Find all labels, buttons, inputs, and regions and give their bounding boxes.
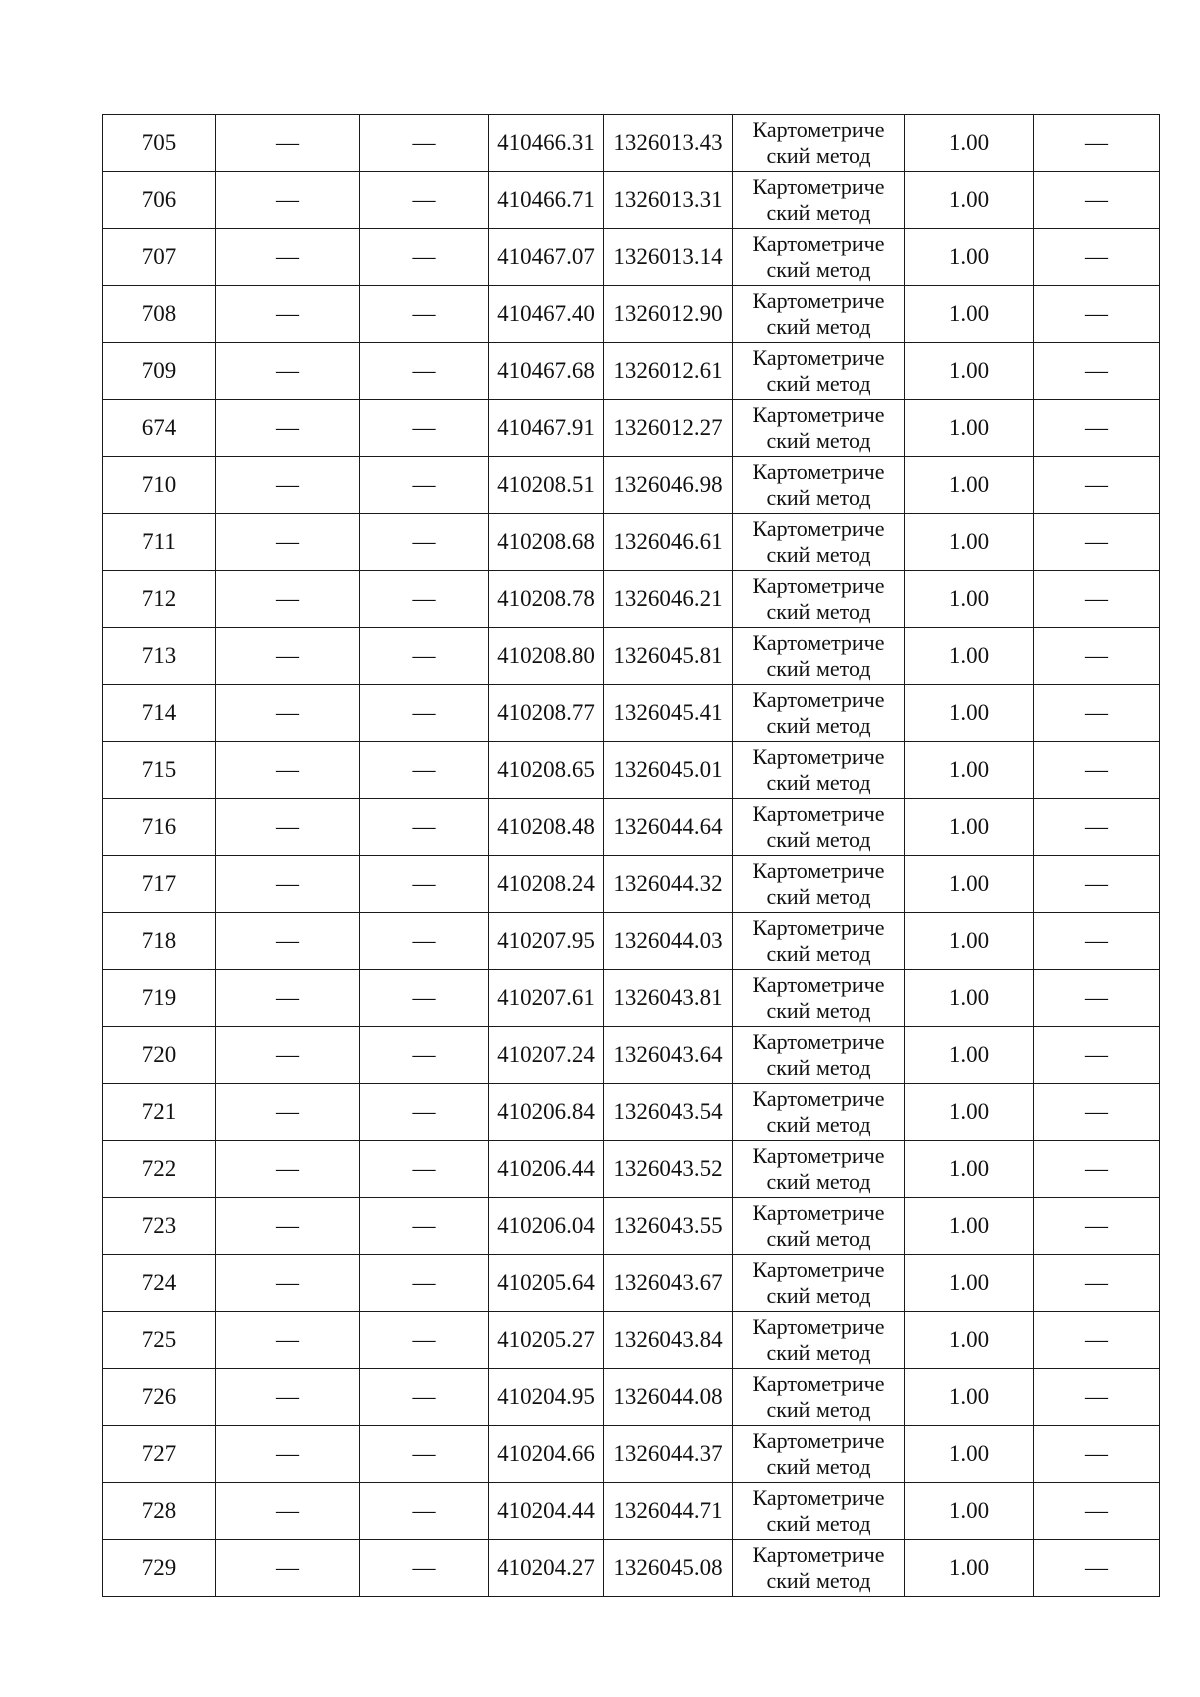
empty-cell-8: — — [1034, 1141, 1160, 1198]
empty-cell-8: — — [1034, 1255, 1160, 1312]
precision-cell: 1.00 — [905, 628, 1034, 685]
method-cell — [733, 1141, 905, 1198]
method-line-2: ский метод — [766, 1283, 871, 1308]
empty-cell-2: — — [216, 514, 360, 571]
method-line-2: ский метод — [766, 941, 871, 966]
method-cell — [733, 913, 905, 970]
table-body — [103, 115, 1160, 1597]
empty-cell-8: — — [1034, 115, 1160, 172]
empty-cell-8: — — [1034, 172, 1160, 229]
empty-cell-8: — — [1034, 628, 1160, 685]
method-line-2: ский метод — [766, 143, 871, 168]
method-line-1: Картометриче — [752, 1485, 885, 1510]
point-number-cell: 716 — [103, 799, 216, 856]
method-line-1: Картометриче — [752, 1257, 885, 1282]
x-coordinate-cell: 410204.27 — [489, 1540, 604, 1597]
precision-cell: 1.00 — [905, 115, 1034, 172]
method-line-1: Картометриче — [752, 1371, 885, 1396]
empty-cell-2: — — [216, 457, 360, 514]
method-cell — [733, 1255, 905, 1312]
method-line-2: ский метод — [766, 656, 871, 681]
point-number-cell: 718 — [103, 913, 216, 970]
precision-cell: 1.00 — [905, 229, 1034, 286]
empty-cell-3: — — [360, 1540, 489, 1597]
empty-cell-3: — — [360, 685, 489, 742]
method-line-1: Картометриче — [752, 687, 885, 712]
empty-cell-2: — — [216, 1312, 360, 1369]
precision-cell: 1.00 — [905, 970, 1034, 1027]
empty-cell-3: — — [360, 286, 489, 343]
method-cell — [733, 343, 905, 400]
method-cell — [733, 286, 905, 343]
empty-cell-8: — — [1034, 856, 1160, 913]
y-coordinate-cell: 1326012.90 — [604, 286, 733, 343]
precision-cell: 1.00 — [905, 1483, 1034, 1540]
method-cell — [733, 1426, 905, 1483]
table-row — [103, 1312, 1160, 1369]
table-row — [103, 514, 1160, 571]
y-coordinate-cell: 1326046.61 — [604, 514, 733, 571]
x-coordinate-cell: 410208.51 — [489, 457, 604, 514]
x-coordinate-cell: 410205.64 — [489, 1255, 604, 1312]
method-line-2: ский метод — [766, 1454, 871, 1479]
method-line-2: ский метод — [766, 485, 871, 510]
method-line-1: Картометриче — [752, 288, 885, 313]
empty-cell-8: — — [1034, 571, 1160, 628]
y-coordinate-cell: 1326013.43 — [604, 115, 733, 172]
empty-cell-2: — — [216, 400, 360, 457]
point-number-cell: 720 — [103, 1027, 216, 1084]
table-row — [103, 343, 1160, 400]
x-coordinate-cell: 410207.61 — [489, 970, 604, 1027]
x-coordinate-cell: 410466.31 — [489, 115, 604, 172]
method-line-1: Картометриче — [752, 402, 885, 427]
table-row — [103, 1540, 1160, 1597]
empty-cell-3: — — [360, 343, 489, 400]
empty-cell-8: — — [1034, 1426, 1160, 1483]
method-line-2: ский метод — [766, 770, 871, 795]
precision-cell: 1.00 — [905, 799, 1034, 856]
table-row — [103, 457, 1160, 514]
method-cell — [733, 742, 905, 799]
method-cell — [733, 1312, 905, 1369]
table-row — [103, 400, 1160, 457]
empty-cell-8: — — [1034, 1369, 1160, 1426]
empty-cell-2: — — [216, 1141, 360, 1198]
empty-cell-3: — — [360, 1198, 489, 1255]
method-line-2: ский метод — [766, 713, 871, 738]
y-coordinate-cell: 1326045.01 — [604, 742, 733, 799]
y-coordinate-cell: 1326045.41 — [604, 685, 733, 742]
method-cell — [733, 1084, 905, 1141]
empty-cell-2: — — [216, 685, 360, 742]
empty-cell-2: — — [216, 229, 360, 286]
empty-cell-2: — — [216, 1540, 360, 1597]
precision-cell: 1.00 — [905, 685, 1034, 742]
method-line-1: Картометриче — [752, 1428, 885, 1453]
precision-cell: 1.00 — [905, 1312, 1034, 1369]
precision-cell: 1.00 — [905, 1198, 1034, 1255]
y-coordinate-cell: 1326012.61 — [604, 343, 733, 400]
x-coordinate-cell: 410467.68 — [489, 343, 604, 400]
method-line-1: Картометриче — [752, 573, 885, 598]
table-row — [103, 685, 1160, 742]
point-number-cell: 709 — [103, 343, 216, 400]
empty-cell-2: — — [216, 742, 360, 799]
method-line-2: ский метод — [766, 1226, 871, 1251]
method-line-1: Картометриче — [752, 345, 885, 370]
empty-cell-8: — — [1034, 229, 1160, 286]
method-line-2: ский метод — [766, 1340, 871, 1365]
method-line-1: Картометриче — [752, 1314, 885, 1339]
y-coordinate-cell: 1326044.37 — [604, 1426, 733, 1483]
point-number-cell: 728 — [103, 1483, 216, 1540]
method-cell — [733, 1540, 905, 1597]
point-number-cell: 721 — [103, 1084, 216, 1141]
empty-cell-3: — — [360, 172, 489, 229]
empty-cell-8: — — [1034, 1198, 1160, 1255]
y-coordinate-cell: 1326012.27 — [604, 400, 733, 457]
precision-cell: 1.00 — [905, 343, 1034, 400]
method-line-2: ский метод — [766, 1511, 871, 1536]
method-cell — [733, 400, 905, 457]
empty-cell-3: — — [360, 628, 489, 685]
method-line-2: ский метод — [766, 257, 871, 282]
method-line-1: Картометриче — [752, 972, 885, 997]
empty-cell-2: — — [216, 1483, 360, 1540]
empty-cell-3: — — [360, 400, 489, 457]
x-coordinate-cell: 410206.04 — [489, 1198, 604, 1255]
table-row — [103, 799, 1160, 856]
empty-cell-2: — — [216, 970, 360, 1027]
method-line-1: Картометриче — [752, 630, 885, 655]
empty-cell-8: — — [1034, 1084, 1160, 1141]
method-line-2: ский метод — [766, 998, 871, 1023]
precision-cell: 1.00 — [905, 400, 1034, 457]
empty-cell-8: — — [1034, 742, 1160, 799]
x-coordinate-cell: 410204.44 — [489, 1483, 604, 1540]
empty-cell-2: — — [216, 1255, 360, 1312]
y-coordinate-cell: 1326013.31 — [604, 172, 733, 229]
empty-cell-8: — — [1034, 913, 1160, 970]
method-cell — [733, 514, 905, 571]
y-coordinate-cell: 1326044.08 — [604, 1369, 733, 1426]
point-number-cell: 707 — [103, 229, 216, 286]
table-row — [103, 628, 1160, 685]
table-row — [103, 229, 1160, 286]
method-line-2: ский метод — [766, 542, 871, 567]
method-cell — [733, 1027, 905, 1084]
method-cell — [733, 571, 905, 628]
point-number-cell: 710 — [103, 457, 216, 514]
empty-cell-8: — — [1034, 1312, 1160, 1369]
method-line-1: Картометриче — [752, 1029, 885, 1054]
point-number-cell: 705 — [103, 115, 216, 172]
point-number-cell: 713 — [103, 628, 216, 685]
precision-cell: 1.00 — [905, 913, 1034, 970]
empty-cell-2: — — [216, 856, 360, 913]
empty-cell-8: — — [1034, 970, 1160, 1027]
method-cell — [733, 799, 905, 856]
table-row — [103, 1369, 1160, 1426]
table-row — [103, 1027, 1160, 1084]
empty-cell-2: — — [216, 1198, 360, 1255]
empty-cell-8: — — [1034, 1027, 1160, 1084]
empty-cell-8: — — [1034, 400, 1160, 457]
y-coordinate-cell: 1326043.81 — [604, 970, 733, 1027]
precision-cell: 1.00 — [905, 172, 1034, 229]
table-row — [103, 856, 1160, 913]
precision-cell: 1.00 — [905, 571, 1034, 628]
empty-cell-8: — — [1034, 799, 1160, 856]
empty-cell-3: — — [360, 913, 489, 970]
y-coordinate-cell: 1326046.21 — [604, 571, 733, 628]
method-cell — [733, 628, 905, 685]
x-coordinate-cell: 410467.40 — [489, 286, 604, 343]
x-coordinate-cell: 410207.24 — [489, 1027, 604, 1084]
precision-cell: 1.00 — [905, 856, 1034, 913]
x-coordinate-cell: 410204.95 — [489, 1369, 604, 1426]
y-coordinate-cell: 1326044.71 — [604, 1483, 733, 1540]
empty-cell-8: — — [1034, 685, 1160, 742]
coordinates-table — [102, 114, 1160, 1597]
empty-cell-3: — — [360, 229, 489, 286]
point-number-cell: 706 — [103, 172, 216, 229]
x-coordinate-cell: 410204.66 — [489, 1426, 604, 1483]
method-line-1: Картометриче — [752, 1086, 885, 1111]
y-coordinate-cell: 1326044.64 — [604, 799, 733, 856]
method-cell — [733, 970, 905, 1027]
point-number-cell: 729 — [103, 1540, 216, 1597]
empty-cell-2: — — [216, 286, 360, 343]
precision-cell: 1.00 — [905, 1255, 1034, 1312]
empty-cell-3: — — [360, 1027, 489, 1084]
table-row — [103, 1198, 1160, 1255]
x-coordinate-cell: 410467.07 — [489, 229, 604, 286]
table-row — [103, 1483, 1160, 1540]
y-coordinate-cell: 1326043.52 — [604, 1141, 733, 1198]
y-coordinate-cell: 1326013.14 — [604, 229, 733, 286]
method-line-2: ский метод — [766, 1112, 871, 1137]
empty-cell-3: — — [360, 1255, 489, 1312]
empty-cell-2: — — [216, 913, 360, 970]
y-coordinate-cell: 1326044.03 — [604, 913, 733, 970]
point-number-cell: 715 — [103, 742, 216, 799]
empty-cell-2: — — [216, 571, 360, 628]
table-row — [103, 115, 1160, 172]
table-row — [103, 970, 1160, 1027]
point-number-cell: 722 — [103, 1141, 216, 1198]
method-line-1: Картометриче — [752, 1143, 885, 1168]
point-number-cell: 717 — [103, 856, 216, 913]
method-line-2: ский метод — [766, 884, 871, 909]
precision-cell: 1.00 — [905, 1141, 1034, 1198]
x-coordinate-cell: 410208.78 — [489, 571, 604, 628]
y-coordinate-cell: 1326045.81 — [604, 628, 733, 685]
empty-cell-8: — — [1034, 343, 1160, 400]
table-row — [103, 571, 1160, 628]
table-row — [103, 913, 1160, 970]
empty-cell-3: — — [360, 1312, 489, 1369]
point-number-cell: 726 — [103, 1369, 216, 1426]
x-coordinate-cell: 410208.48 — [489, 799, 604, 856]
table-row — [103, 172, 1160, 229]
x-coordinate-cell: 410208.68 — [489, 514, 604, 571]
empty-cell-3: — — [360, 1369, 489, 1426]
empty-cell-2: — — [216, 628, 360, 685]
method-cell — [733, 172, 905, 229]
table-row — [103, 742, 1160, 799]
method-line-1: Картометриче — [752, 744, 885, 769]
empty-cell-2: — — [216, 1027, 360, 1084]
precision-cell: 1.00 — [905, 457, 1034, 514]
table-row — [103, 1255, 1160, 1312]
x-coordinate-cell: 410208.80 — [489, 628, 604, 685]
empty-cell-8: — — [1034, 1540, 1160, 1597]
empty-cell-2: — — [216, 799, 360, 856]
method-cell — [733, 457, 905, 514]
y-coordinate-cell: 1326043.54 — [604, 1084, 733, 1141]
method-cell — [733, 1198, 905, 1255]
empty-cell-3: — — [360, 742, 489, 799]
method-line-1: Картометриче — [752, 117, 885, 142]
method-line-2: ский метод — [766, 428, 871, 453]
point-number-cell: 712 — [103, 571, 216, 628]
y-coordinate-cell: 1326044.32 — [604, 856, 733, 913]
table-row — [103, 1426, 1160, 1483]
x-coordinate-cell: 410206.44 — [489, 1141, 604, 1198]
point-number-cell: 719 — [103, 970, 216, 1027]
method-line-2: ский метод — [766, 599, 871, 624]
x-coordinate-cell: 410208.77 — [489, 685, 604, 742]
empty-cell-2: — — [216, 343, 360, 400]
x-coordinate-cell: 410205.27 — [489, 1312, 604, 1369]
empty-cell-3: — — [360, 1141, 489, 1198]
empty-cell-2: — — [216, 1369, 360, 1426]
empty-cell-3: — — [360, 1483, 489, 1540]
precision-cell: 1.00 — [905, 1540, 1034, 1597]
method-line-2: ский метод — [766, 371, 871, 396]
method-line-2: ский метод — [766, 1397, 871, 1422]
method-line-1: Картометриче — [752, 174, 885, 199]
method-line-1: Картометриче — [752, 858, 885, 883]
precision-cell: 1.00 — [905, 286, 1034, 343]
method-line-2: ский метод — [766, 314, 871, 339]
point-number-cell: 727 — [103, 1426, 216, 1483]
empty-cell-3: — — [360, 514, 489, 571]
point-number-cell: 724 — [103, 1255, 216, 1312]
x-coordinate-cell: 410206.84 — [489, 1084, 604, 1141]
empty-cell-2: — — [216, 115, 360, 172]
empty-cell-3: — — [360, 1084, 489, 1141]
empty-cell-3: — — [360, 115, 489, 172]
method-line-1: Картометриче — [752, 1542, 885, 1567]
point-number-cell: 674 — [103, 400, 216, 457]
method-cell — [733, 856, 905, 913]
method-line-1: Картометриче — [752, 1200, 885, 1225]
point-number-cell: 708 — [103, 286, 216, 343]
x-coordinate-cell: 410466.71 — [489, 172, 604, 229]
method-cell — [733, 1483, 905, 1540]
precision-cell: 1.00 — [905, 1426, 1034, 1483]
method-line-1: Картометриче — [752, 231, 885, 256]
precision-cell: 1.00 — [905, 742, 1034, 799]
precision-cell: 1.00 — [905, 1369, 1034, 1426]
method-cell — [733, 685, 905, 742]
method-line-2: ский метод — [766, 827, 871, 852]
precision-cell: 1.00 — [905, 1084, 1034, 1141]
y-coordinate-cell: 1326043.67 — [604, 1255, 733, 1312]
method-line-1: Картометриче — [752, 801, 885, 826]
empty-cell-8: — — [1034, 286, 1160, 343]
empty-cell-2: — — [216, 1084, 360, 1141]
empty-cell-3: — — [360, 457, 489, 514]
x-coordinate-cell: 410208.65 — [489, 742, 604, 799]
point-number-cell: 711 — [103, 514, 216, 571]
method-line-1: Картометриче — [752, 459, 885, 484]
empty-cell-8: — — [1034, 457, 1160, 514]
empty-cell-8: — — [1034, 1483, 1160, 1540]
empty-cell-3: — — [360, 571, 489, 628]
y-coordinate-cell: 1326043.64 — [604, 1027, 733, 1084]
empty-cell-2: — — [216, 1426, 360, 1483]
x-coordinate-cell: 410467.91 — [489, 400, 604, 457]
empty-cell-8: — — [1034, 514, 1160, 571]
y-coordinate-cell: 1326046.98 — [604, 457, 733, 514]
method-line-2: ский метод — [766, 1169, 871, 1194]
point-number-cell: 714 — [103, 685, 216, 742]
empty-cell-3: — — [360, 970, 489, 1027]
point-number-cell: 723 — [103, 1198, 216, 1255]
method-line-2: ский метод — [766, 1568, 871, 1593]
precision-cell: 1.00 — [905, 514, 1034, 571]
empty-cell-3: — — [360, 799, 489, 856]
table-row — [103, 1141, 1160, 1198]
y-coordinate-cell: 1326045.08 — [604, 1540, 733, 1597]
x-coordinate-cell: 410208.24 — [489, 856, 604, 913]
y-coordinate-cell: 1326043.55 — [604, 1198, 733, 1255]
empty-cell-3: — — [360, 856, 489, 913]
method-cell — [733, 115, 905, 172]
x-coordinate-cell: 410207.95 — [489, 913, 604, 970]
method-line-1: Картометриче — [752, 915, 885, 940]
method-line-1: Картометриче — [752, 516, 885, 541]
method-cell — [733, 1369, 905, 1426]
precision-cell: 1.00 — [905, 1027, 1034, 1084]
point-number-cell: 725 — [103, 1312, 216, 1369]
table-row — [103, 286, 1160, 343]
empty-cell-3: — — [360, 1426, 489, 1483]
table-row — [103, 1084, 1160, 1141]
method-cell — [733, 229, 905, 286]
empty-cell-2: — — [216, 172, 360, 229]
method-line-2: ский метод — [766, 200, 871, 225]
method-line-2: ский метод — [766, 1055, 871, 1080]
y-coordinate-cell: 1326043.84 — [604, 1312, 733, 1369]
